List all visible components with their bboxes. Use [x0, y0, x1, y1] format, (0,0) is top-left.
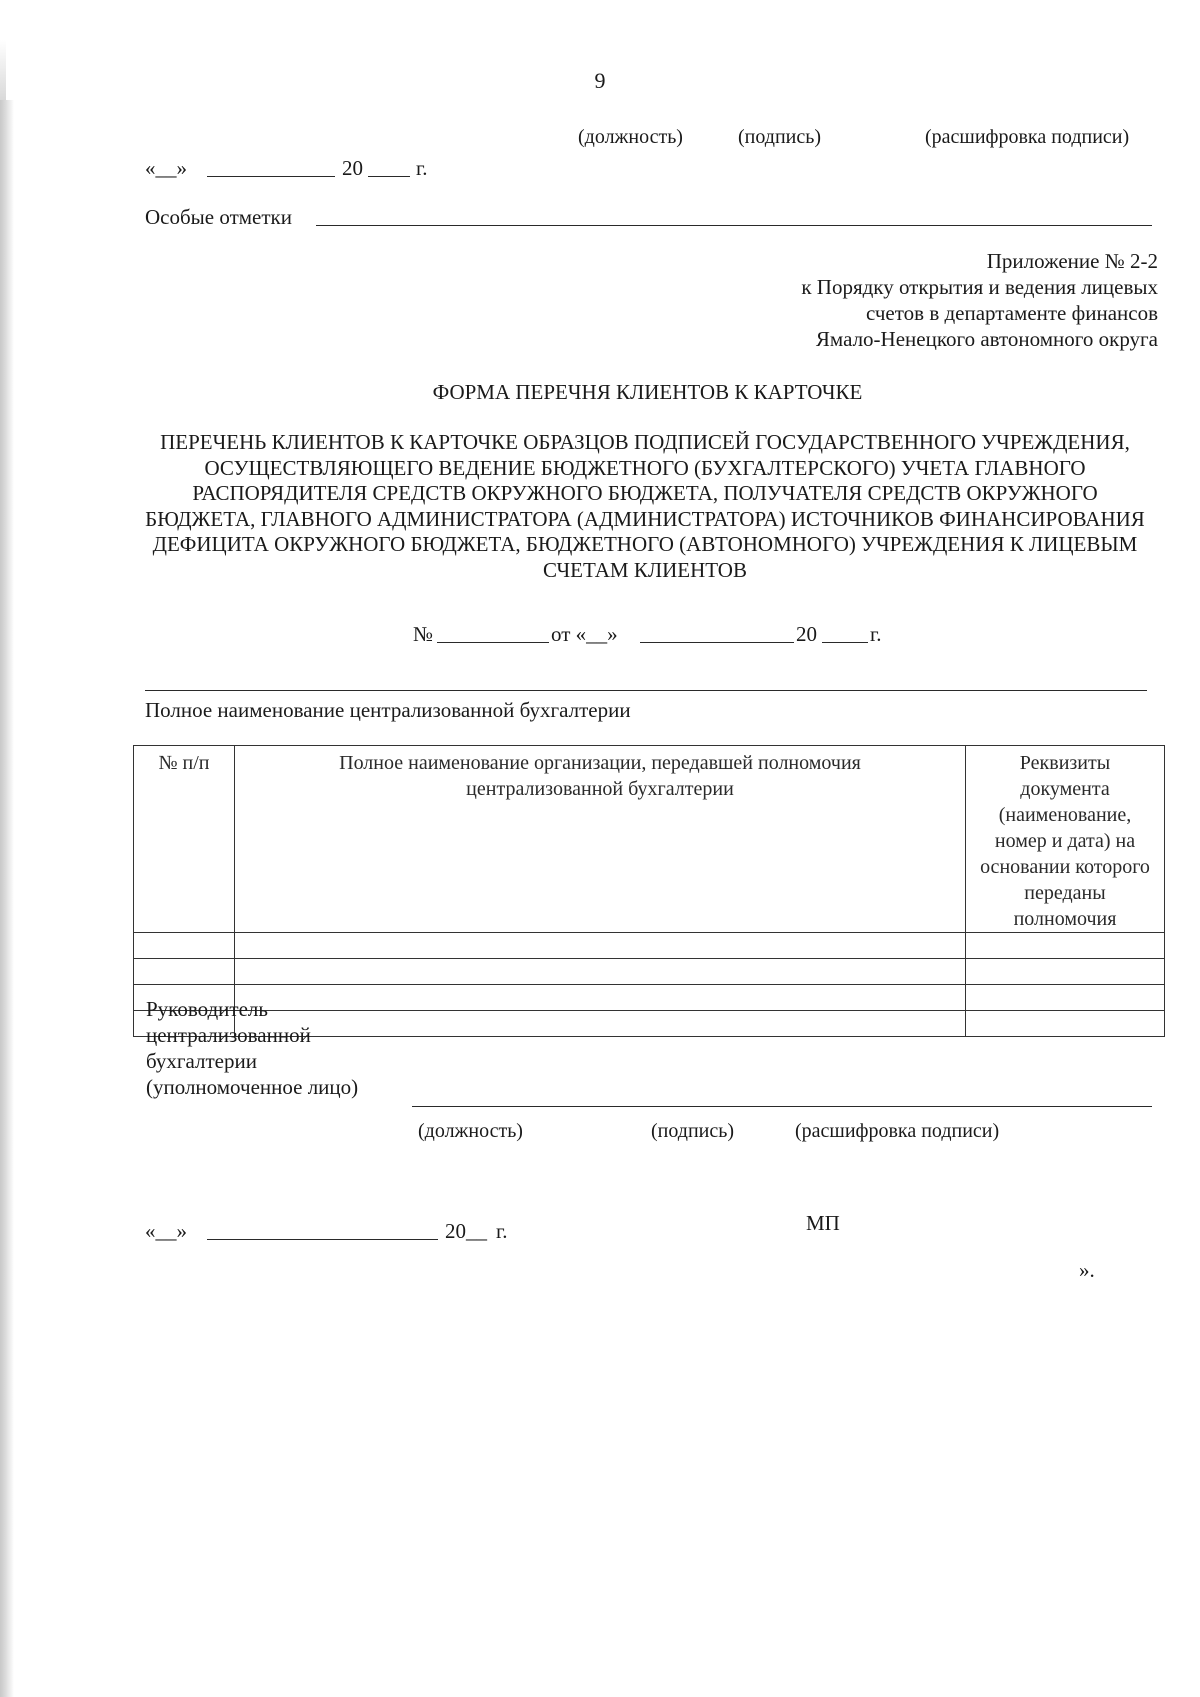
closing-quote: ». [1079, 1258, 1095, 1282]
special-marks-line [316, 225, 1152, 226]
appendix-line: к Порядку открытия и ведения лицевых [801, 275, 1158, 299]
table-header-row [134, 746, 1165, 933]
top-date-month-line [207, 176, 335, 177]
scan-edge-shadow [0, 100, 14, 1697]
table-cell [235, 959, 966, 985]
table-row [134, 933, 1165, 959]
manager-label [146, 996, 426, 1100]
number-year-line [822, 642, 868, 643]
top-signature-caption: (подпись) [738, 126, 822, 148]
appendix-line: Ямало-Ненецкого автономного округа [815, 327, 1158, 351]
table-cell [966, 959, 1165, 985]
manager-signature-caption: (подпись) [651, 1120, 735, 1142]
header-organization: Полное наименование организации, передавшей полномочия централизованной бухгалтерии [235, 746, 966, 933]
manager-label-line: (уполномоченное лицо) [146, 1075, 359, 1099]
number-suffix: г. [870, 622, 882, 646]
form-title: ФОРМА ПЕРЕЧНЯ КЛИЕНТОВ К КАРТОЧКЕ [432, 380, 863, 404]
page-number: 9 [594, 68, 606, 93]
bottom-date-quote: «__» [145, 1219, 187, 1243]
centralized-name-caption: Полное наименование централизованной бухгалтерии [145, 698, 631, 722]
number-sign: № [413, 622, 434, 646]
bottom-date-suffix: г. [496, 1219, 508, 1243]
manager-position-caption: (должность) [418, 1120, 523, 1142]
table-row [134, 959, 1165, 985]
clients-table [133, 745, 1165, 1037]
centralized-name-line [145, 690, 1147, 691]
appendix-reference [638, 248, 1158, 352]
top-position-caption: (должность) [578, 126, 683, 148]
number-year: 20 [796, 622, 817, 646]
bottom-date-year: 20__ [445, 1219, 487, 1243]
table-cell [966, 985, 1165, 1011]
number-month-line [640, 642, 794, 643]
special-marks-label: Особые отметки [145, 205, 292, 229]
main-title: ПЕРЕЧЕНЬ КЛИЕНТОВ К КАРТОЧКЕ ОБРАЗЦОВ ПОДПИСЕЙ ГОСУДАРСТВЕННОГО УЧРЕЖДЕНИЯ, ОСУЩЕСТВЛЯЮЩЕГО ВЕДЕНИЕ БЮДЖЕТНОГО (БУХГАЛТЕРСКОГО) УЧЕТА ГЛАВНОГО РАСПОРЯДИТЕЛЯ СРЕДСТВ ОКРУЖНОГО БЮДЖЕТА, ПОЛУЧАТЕЛЯ СРЕДСТВ ОКРУЖНОГО БЮДЖЕТА, ГЛАВНОГО АДМИНИСТРАТОРА (АДМИНИСТРАТОРА) ИСТОЧНИКОВ ФИНАНСИРОВАНИЯ ДЕФИЦИТА ОКРУЖНОГО БЮДЖЕТА, БЮДЖЕТНОГО (АВТОНОМНОГО) УЧРЕЖДЕНИЯ К ЛИЦЕВЫМ СЧЕТАМ КЛИЕНТОВ [145, 430, 1145, 582]
manager-label-line: Руководитель [146, 997, 268, 1021]
table-cell [966, 1011, 1165, 1037]
table-cell [134, 959, 235, 985]
number-from: от «__» [551, 622, 618, 646]
bottom-date-month-line [207, 1239, 438, 1240]
number-line [437, 642, 549, 643]
top-date-suffix: г. [416, 156, 428, 180]
table-cell [235, 933, 966, 959]
top-date-year: 20 [342, 156, 363, 180]
stamp-place-label: МП [806, 1211, 840, 1235]
appendix-line: Приложение № 2-2 [986, 249, 1158, 273]
top-decode-caption: (расшифровка подписи) [925, 126, 1130, 148]
header-row-number: № п/п [134, 746, 235, 933]
table-cell [134, 933, 235, 959]
top-date-quote: «__» [145, 156, 187, 180]
manager-decode-caption: (расшифровка подписи) [795, 1120, 1000, 1142]
manager-label-line: централизованной [146, 1023, 311, 1047]
appendix-line: счетов в департаменте финансов [865, 301, 1158, 325]
table-cell [966, 933, 1165, 959]
header-document-details: Реквизиты документа (наименование, номер и дата) на основании которого переданы полномочия [966, 746, 1165, 933]
top-date-year-line [368, 176, 410, 177]
manager-label-line: бухгалтерии [146, 1049, 257, 1073]
manager-signature-line [412, 1106, 1152, 1107]
